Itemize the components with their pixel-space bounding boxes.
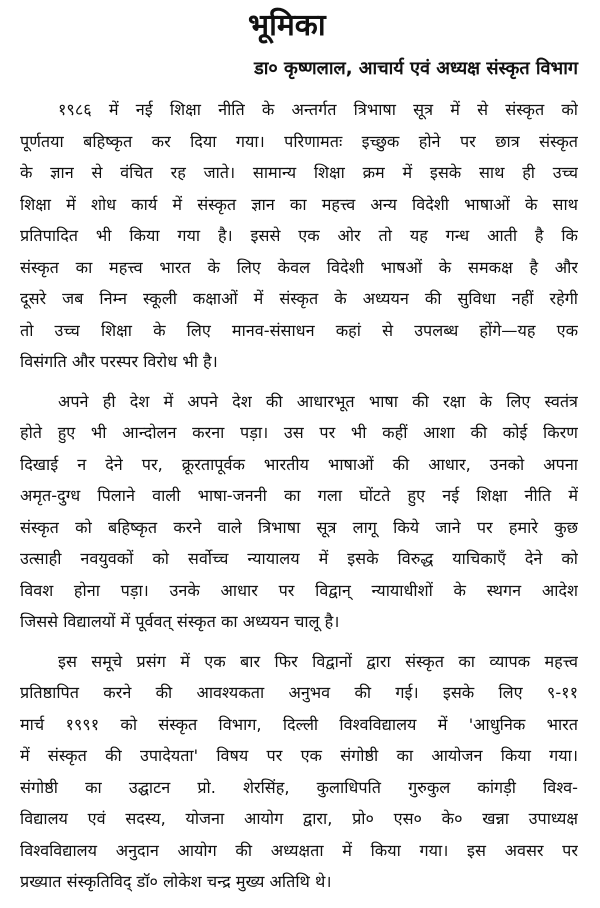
- paragraph-3: [20, 646, 578, 898]
- text-line: विश्वविद्यालय अनुदान आयोग की अध्यक्षता में किया गया। इस अवसर पर: [20, 840, 578, 860]
- text-line: विद्यालय एवं सदस्य, योजना आयोग द्वारा, प्रो० एस० के० खन्ना उपाध्यक्ष: [20, 809, 578, 828]
- text-line: संस्कृत का महत्त्व भारत के लिए केवल विदेशी भाषओं के समकक्ष है और: [20, 257, 578, 277]
- text-line: शिक्षा में शोध कार्य में संस्कृत ज्ञान का महत्त्व अन्य विदेशी भाषाओं के साथ: [20, 194, 578, 214]
- text-line: विवश होना पड़ा। उनके आधार पर विद्वान् न्यायाधीशों के स्थगन आदेश: [20, 580, 578, 600]
- text-line: अपने ही देश में अपने देश की आधारभूत भाषा की रक्षा के लिए स्वतंत्र: [58, 391, 578, 411]
- text-line: प्रतिष्ठापित करने की आवश्यकता अनुभव की गई। इसके लिए ९-११: [20, 683, 578, 702]
- text-line: में संस्कृत की उपादेयता' विषय पर एक संगोष्ठी का आयोजन किया गया।: [20, 746, 578, 765]
- text-line: संगोष्ठी का उद्घाटन प्रो. शेरसिंह, कुलाधिपति गुरुकुल कांगड़ी विश्व-: [20, 777, 578, 797]
- text-line: मार्च १९९१ को संस्कृत विभाग, दिल्ली विश्वविद्यालय में 'आधुनिक भारत: [20, 714, 578, 734]
- text-line: संस्कृत को बहिष्कृत करने वाले त्रिभाषा सूत्र लागू किये जाने पर हमारे कुछ: [20, 517, 578, 537]
- text-line: १९८६ में नई शिक्षा नीति के अन्तर्गत त्रिभाषा सूत्र में से संस्कृत को: [58, 100, 578, 119]
- paragraph-1: [20, 94, 578, 378]
- text-line: विसंगति और परस्पर विरोध भी है।: [20, 352, 218, 371]
- text-line: होते हुए भी आन्दोलन करना पड़ा। उस पर भी कहीं आशा की कोई किरण: [20, 423, 578, 442]
- text-line: अमृत-दुग्ध पिलाने वाली भाषा-जननी का गला घोंटते हुए नई शिक्षा नीति में: [20, 486, 578, 505]
- text-line: दिखाई न देने पर, क्रूरतापूर्वक भारतीय भाषाओं की आधार, उनको अपना: [20, 454, 578, 474]
- text-line: जिससे विद्यालयों में पूर्ववत् संस्कृत का अध्ययन चालू है।: [20, 612, 340, 631]
- text-line: इस समूचे प्रसंग में एक बार फिर विद्वानों द्वारा संस्कृत का व्यापक महत्त्व: [58, 651, 578, 671]
- text-line: उत्साही नवयुवकों को सर्वोच्च न्यायालय में इसके विरुद्ध याचिकाएँ देने को: [20, 549, 578, 568]
- author-line: डा० कृष्णलाल, आचार्य एवं अध्यक्ष संस्कृत विभाग: [254, 58, 578, 79]
- text-line: तो उच्च शिक्षा के लिए मानव-संसाधन कहां से उपलब्ध होंगे—यह एक: [20, 320, 578, 340]
- paragraph-2: [20, 386, 578, 638]
- text-line: प्रख्यात संस्कृतिविद् डॉ० लोकेश चन्द्र मुख्य अतिथि थे।: [20, 872, 332, 891]
- text-line: प्रतिपादित भी किया गया है। इससे एक ओर तो यह गन्ध आती है कि: [20, 226, 578, 245]
- text-line: दूसरे जब निम्न स्कूली कक्षाओं में संस्कृत के अध्ययन की सुविधा नहीं रहेगी: [20, 289, 578, 308]
- text-line: के ज्ञान से वंचित रह जाते। सामान्य शिक्षा क्रम में इसके साथ ही उच्च: [20, 163, 578, 182]
- page-title: भूमिका: [248, 8, 326, 43]
- text-line: पूर्णतया बहिष्कृत कर दिया गया। परिणामतः इच्छुक होने पर छात्र संस्कृत: [20, 131, 578, 151]
